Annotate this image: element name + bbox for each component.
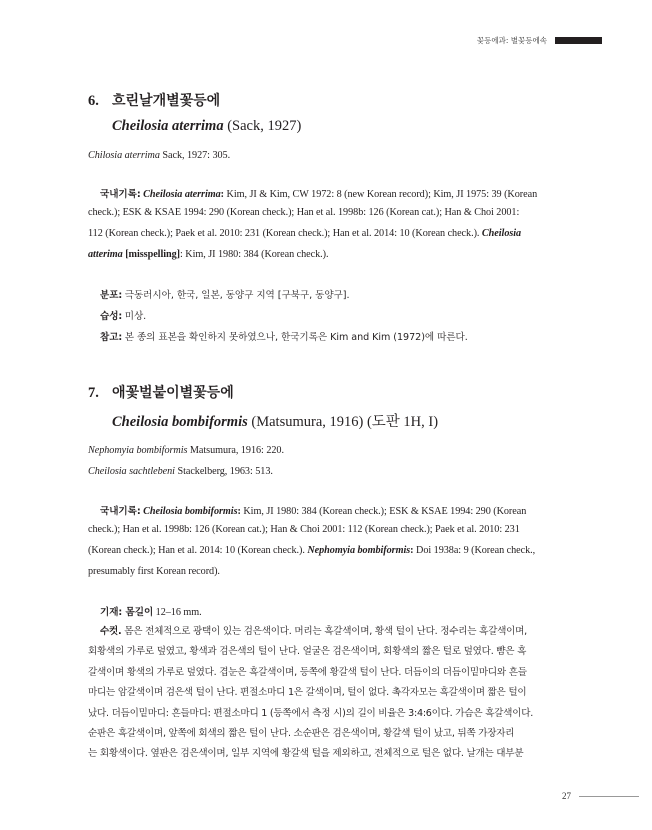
entry-6-distribution-text: 극동러시아, 한국, 일본, 동양구 지역 [구북구, 동양구].	[124, 290, 350, 301]
entry-7-records-line-1: 국내기록: Cheilosia bombiformis: Kim, JI 1980: 384 (Korean check.); ESK & KSAE 1994: 290 (Korean	[100, 506, 527, 517]
entry-6-records-line-4	[88, 249, 328, 260]
entry-6-records-line-2: check.); ESK & KSAE 1994: 290 (Korean check.); Han et al. 1998b: 126 (Korean cat.); Han & Choi 2001:	[88, 207, 520, 218]
entry-6-records-text-1: Kim, JI & Kim, CW 1972: 8 (new Korean record); Kim, JI 1975: 39 (Korean	[226, 189, 538, 200]
desc-line-7: 는 회황색이다. 옆판은 검은색이며, 일부 지역에 황갈색 털을 제외하고, 전체적으로 털은 없다. 날개는 대부분	[88, 748, 524, 760]
entry-7-species: Cheilosia bombiformis	[112, 414, 248, 430]
entry-7-number: 7.	[88, 385, 99, 401]
entry-7-synonym-1	[88, 445, 284, 456]
entry-7-male-description	[88, 622, 578, 765]
entry-7-synonym-2-name: Cheilosia sachtlebeni	[88, 466, 175, 477]
entry-7-authority: (Matsumura, 1916) (도판 1H, I)	[251, 414, 439, 430]
entry-7-body-length	[88, 604, 202, 618]
entry-6-heading	[88, 90, 578, 135]
desc-line-2: 회황색의 가루로 덮였고, 황색과 검은색의 털이 난다. 얼굴은 검은색이며, 회황색의 짧은 털로 덮였다. 뺨은 흑	[88, 646, 527, 658]
entry-6-synonym-citation: Sack, 1927: 305.	[162, 150, 231, 161]
entry-6-number: 6.	[88, 93, 99, 109]
page-footer	[562, 791, 639, 801]
entry-6-distribution	[88, 287, 349, 301]
entry-7-records-label: 국내기록:	[100, 506, 141, 517]
page-number: 27	[562, 791, 571, 801]
entry-6-records-label: 국내기록:	[100, 189, 141, 200]
entry-6-remarks-text: 본 종의 표본을 확인하지 못하였으나, 한국기록은 Kim and Kim (1972)에 따른다.	[124, 332, 468, 343]
entry-6-misspelled-species: atterima	[88, 249, 123, 260]
footer-rule	[579, 796, 639, 797]
entry-7-records-text-1: Kim, JI 1980: 384 (Korean check.); ESK & KSAE 1994: 290 (Korean	[243, 506, 527, 517]
entry-6-records-text-4: : Kim, JI 1980: 384 (Korean check.).	[180, 249, 329, 260]
running-head-text: 꽃등에과: 별꽃등에속	[476, 36, 547, 45]
entry-6-records-text-3: 112 (Korean check.); Paek et al. 2010: 231 (Korean check.); Han et al. 2014: 10 (Korean check.).	[88, 228, 480, 239]
entry-7-records-text-3: (Korean check.); Han et al. 2014: 10 (Korean check.).	[88, 545, 305, 556]
desc-line-4: 마디는 암갈색이며 검은색 털이 난다. 편절소마디 1은 갈색이며, 털이 없다. 촉각자모는 흑갈색이며 짧은 털이	[88, 687, 527, 699]
entry-7-synonym-2-citation: Stackelberg, 1963: 513.	[177, 466, 273, 477]
entry-6-records-line-1: 국내기록: Cheilosia aterrima: Kim, JI & Kim, CW 1972: 8 (new Korean record); Kim, JI 1975: 39 (Korean	[100, 189, 538, 200]
entry-7-records-species-2: Nephomyia bombiformis	[307, 545, 411, 556]
entry-6-records-species: Cheilosia aterrima	[143, 189, 221, 200]
entry-6-authority: (Sack, 1927)	[227, 118, 302, 134]
entry-6-records-species-2: Cheilosia	[481, 228, 522, 239]
entry-7-length-label: 기재: 몸길이	[100, 607, 154, 618]
entry-7-records-line-4: presumably first Korean record).	[88, 566, 220, 577]
entry-6-korean-name: 흐린날개별꽃등에	[112, 93, 221, 109]
entry-7-records-species: Cheilosia bombiformis	[143, 506, 238, 517]
entry-7-length-text: 12–16 mm.	[155, 607, 202, 618]
entry-6-misspelling-tag: [misspelling]	[125, 249, 181, 260]
desc-line-1: 수컷. 몸은 전체적으로 광택이 있는 검은색이다. 머리는 흑갈색이며, 황색 털이 난다. 정수리는 흑갈색이며,	[100, 626, 527, 637]
entry-6-synonym	[88, 150, 230, 161]
entry-6-biology-text: 미상.	[124, 311, 147, 322]
entry-6-biology-label: 습성:	[100, 311, 123, 322]
running-head	[477, 35, 602, 46]
desc-line-5: 났다. 더듬이밑마디: 흔들마디: 편절소마디 1 (등쪽에서 측정 시)의 길이 비율은 3:4:6이다. 가슴은 흑갈색이다.	[88, 707, 534, 719]
desc-line-3: 갈색이며 황색의 가루로 덮였다. 겹눈은 흑갈색이며, 등쪽에 황갈색 털이 난다. 더듬이의 더듬이밑마디와 흔들	[88, 666, 527, 678]
entry-6-remarks-label: 참고:	[100, 332, 123, 343]
entry-6-distribution-label: 분포:	[100, 290, 123, 301]
entry-6-species: Cheilosia aterrima	[112, 118, 224, 134]
entry-7-synonym-2	[88, 466, 273, 477]
entry-6-remarks	[88, 329, 468, 343]
entry-7-synonym-1-citation: Matsumura, 1916: 220.	[189, 445, 284, 456]
entry-6-records-line-3	[88, 228, 521, 239]
entry-7-korean-name: 애꽃벌붙이별꽃등에	[112, 385, 234, 401]
desc-line-6: 순판은 흑갈색이며, 앞쪽에 회색의 짧은 털이 난다. 소순판은 검은색이며, 황갈색 털이 났고, 뒤쪽 가장자리	[88, 728, 515, 740]
entry-7-male-label: 수컷.	[100, 626, 122, 637]
entry-7-records-tail-3: Doi 1938a: 9 (Korean check.,	[416, 545, 536, 556]
entry-7-records-line-2: check.); Han et al. 1998b: 126 (Korean cat.); Han & Choi 2001: 112 (Korean check.); Paek et al. 2010: 231	[88, 524, 520, 535]
entry-7-records-line-3: (Korean check.); Han et al. 2014: 10 (Korean check.). Nephomyia bombiformis: Doi 1938a: 9 (Korean check.,	[88, 545, 536, 556]
entry-7-heading	[88, 382, 578, 431]
entry-6-synonym-name: Chilosia aterrima	[88, 150, 160, 161]
entry-7-synonym-1-name: Nephomyia bombiformis	[88, 445, 188, 456]
running-head-bar	[555, 37, 602, 44]
entry-6-biology	[88, 308, 146, 322]
